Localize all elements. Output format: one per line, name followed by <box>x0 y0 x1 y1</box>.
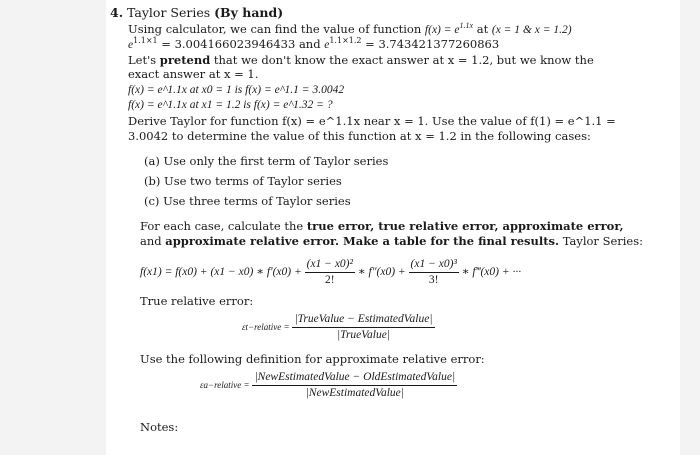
derive-line-2: 3.0042 to determine the value of this function at x = 1.2 in the following cases: <box>128 129 591 143</box>
exact-answer-line: exact answer at x = 1. <box>128 67 259 81</box>
instructions-line-2: and approximate relative error. Make a table for the final results. Taylor Series: <box>140 234 644 248</box>
second-order-fraction: $\frac{\text{(x1 − x0)²}}{2!}$ <box>306 257 353 286</box>
intro-text: Using calculator, we can find the value of function <box>128 22 422 36</box>
pretend-word: pretend <box>159 53 211 67</box>
approx-relative-label: Use the following definition for approximate relative error: <box>140 352 485 366</box>
case-b: (b) Use two terms of Taylor series <box>144 174 342 188</box>
third-order-fraction: $\frac{\text{(x1 − x0)³}}{3!}$ <box>410 257 457 286</box>
true-relative-label: True relative error: <box>140 294 254 308</box>
notes-label: Notes: <box>140 420 179 434</box>
case-c: (c) Use three terms of Taylor series <box>144 194 351 208</box>
problem-title-note: (By hand) <box>214 5 284 20</box>
page-margin-right <box>680 0 700 455</box>
pretend-line: Let's pretend that we don't know the exact answer at x = 1.2, but we know the <box>128 53 594 67</box>
x-values: (x = 1 & x = 1.2) <box>491 24 572 36</box>
calc-value-1: = 3.004166023946433 and <box>161 37 321 51</box>
problem-number: 4. <box>110 5 124 20</box>
instructions-line-1: For each case, calculate the true error, true relative error, approximate error, <box>140 219 624 233</box>
true-relative-formula: εt−relative = $\frac{\text{|TrueValue − EstimatedValue|}}{\text{|TrueValue|}}$ <box>242 312 433 341</box>
intro-line <box>128 22 572 37</box>
true-relative-fraction: $\frac{\text{|TrueValue − EstimatedValue|}}{\text{|TrueValue|}}$ <box>294 312 433 341</box>
problem-title: Taylor Series <box>127 5 211 20</box>
taylor-series-formula: f(x1) = f(x0) + (x1 − x0) ∗ f′(x0) + $\frac{\text{(x1 − x0)²}}{2!}$ ∗ f″(x0) + $\frac{\text{(x1 − x0)³}}{3!}$ ∗ f‴(x0) + ··· <box>140 257 522 286</box>
approx-relative-fraction: $\frac{\text{|NewEstimatedValue − OldEstimatedValue|}}{\text{|NewEstimatedValue|}}$ <box>254 370 456 399</box>
given-value-2: f(x) = e^1.1x at x1 = 1.2 is f(x) = e^1.32 = ? <box>128 99 333 111</box>
case-a: (a) Use only the first term of Taylor series <box>144 154 389 168</box>
function-expression: $f(x) = e^{1.1x}$ <box>424 21 474 36</box>
given-value-1: f(x) = e^1.1x at x0 = 1 is f(x) = e^1.1 = 3.0042 <box>128 84 345 96</box>
document-page <box>106 0 680 455</box>
calculator-values: $e^{1.1\times 1} = 3.004166023946433$ and $e^{1.1\times 1.2} = 3.743421377260863$ <box>128 36 500 51</box>
page-margin-left <box>0 0 106 455</box>
at-word: at <box>476 22 489 36</box>
approx-relative-formula: εa−relative = $\frac{\text{|NewEstimatedValue − OldEstimatedValue|}}{\text{|NewEstimatedValue|}}$ <box>200 370 456 399</box>
problem-heading <box>110 6 283 20</box>
calc-value-2: = 3.743421377260863 <box>365 37 500 51</box>
derive-line-1: Derive Taylor for function f(x) = e^1.1x near x = 1. Use the value of f(1) = e^1.1 = <box>128 114 616 128</box>
